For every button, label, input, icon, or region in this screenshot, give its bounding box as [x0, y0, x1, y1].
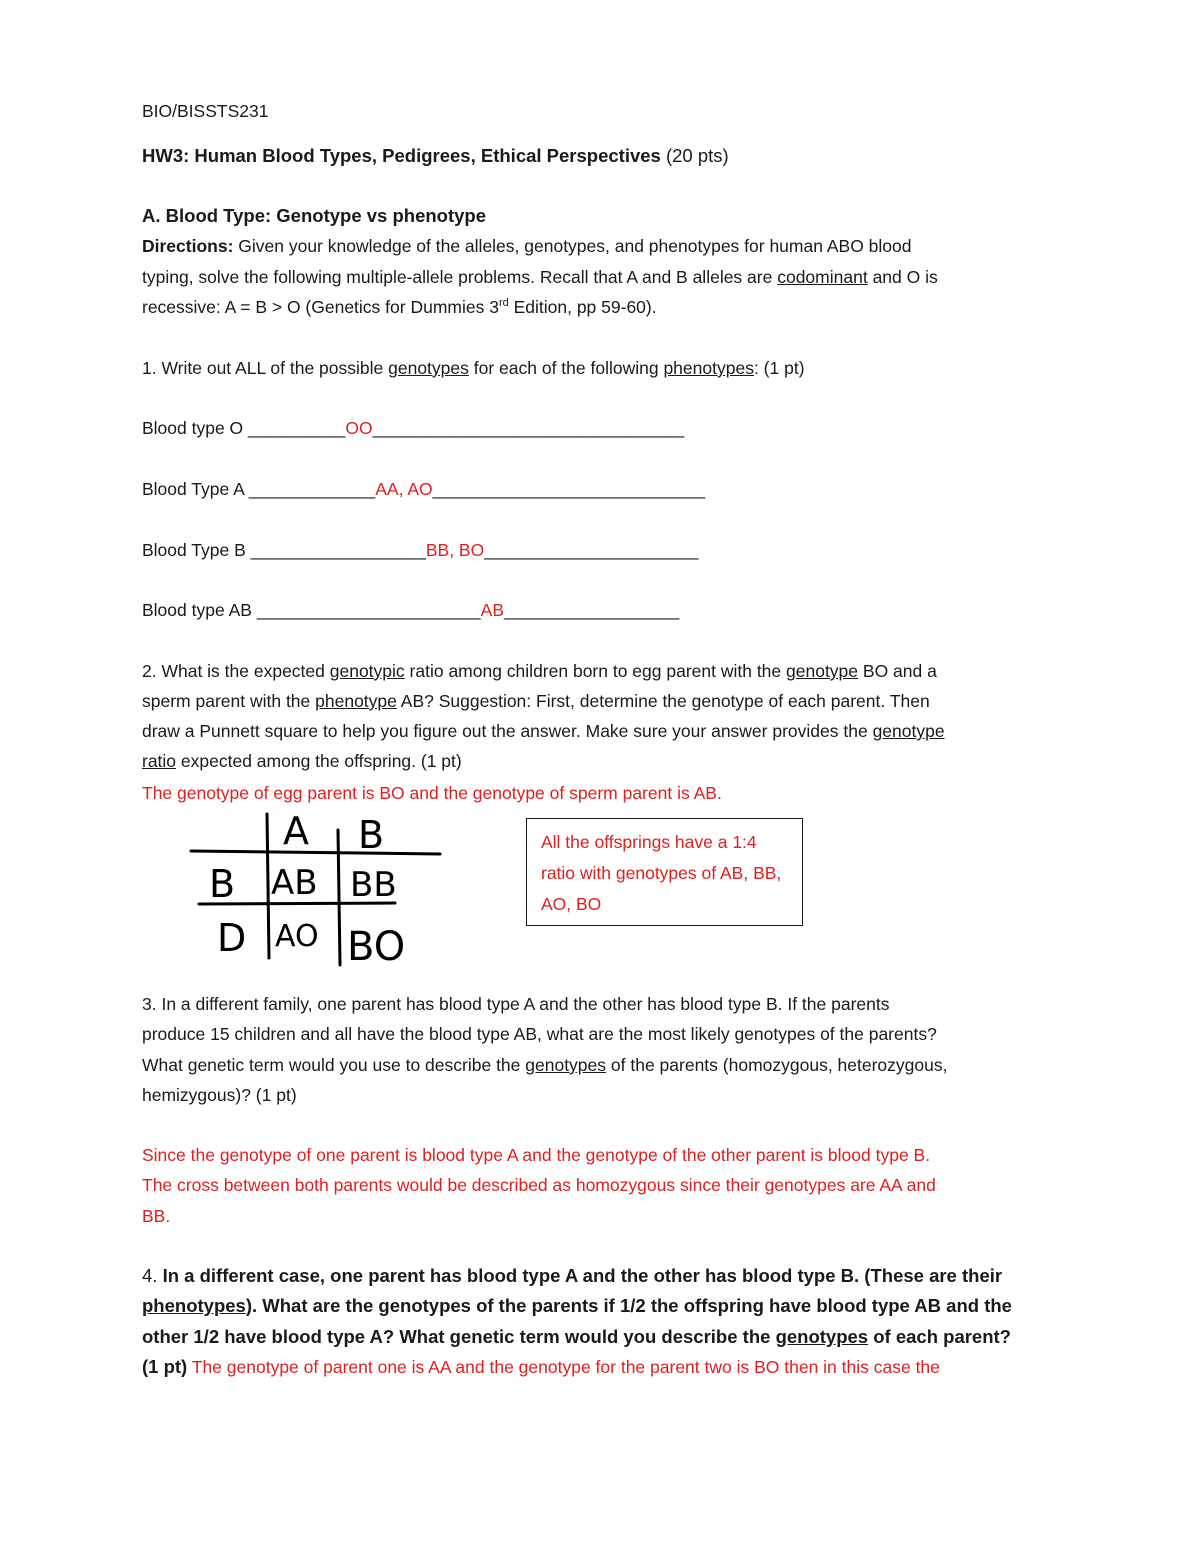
punnett-col-header: B: [358, 813, 385, 857]
q2-text: draw a Punnett square to help you figure out the answer. Make sure your answer provides the: [142, 721, 873, 741]
blood-row-label: Blood Type A: [142, 479, 249, 499]
punnett-cell: BB: [350, 865, 397, 905]
punnett-line: [267, 814, 269, 958]
question-4-line-2: [142, 1296, 1012, 1316]
answer-box: All the offsprings have a 1:4 ratio with genotypes of AB, BB, AO, BO: [526, 818, 803, 926]
q4-text: ). What are the genotypes of the parents if 1/2 the offspring have blood type AB and the: [245, 1295, 1012, 1316]
question-1: [142, 358, 805, 378]
superscript-rd: rd: [498, 297, 509, 309]
term-genotypic: genotypic: [329, 661, 405, 681]
directions-text: and O is: [867, 267, 938, 287]
blood-row-label: Blood type AB: [142, 600, 257, 620]
punnett-row-header: B: [209, 862, 236, 906]
blank-line: ____________________________: [432, 479, 706, 499]
blood-row-label: Blood type O: [142, 418, 249, 438]
q4-text: In a different case, one parent has blood type A and the other has blood type B. (These are their: [162, 1265, 1003, 1286]
q2-text: BO and a: [858, 661, 937, 681]
punnett-cell: AO: [275, 919, 319, 954]
question-3-answer-line-2: The cross between both parents would be described as homozygous since their genotypes are AA and: [142, 1175, 936, 1195]
term-codominant: codominant: [777, 267, 868, 287]
directions-line-3: [142, 297, 657, 317]
blank-line: _______________________: [256, 600, 481, 620]
title-points: (20 pts): [660, 145, 729, 166]
q3-text: of the parents (homozygous, heterozygous,: [606, 1055, 948, 1075]
punnett-line: [338, 830, 340, 965]
term-phenotypes: phenotypes: [142, 1295, 246, 1316]
q1-text: 1. Write out ALL of the possible: [142, 358, 389, 378]
q1-text: : (1 pt): [753, 358, 805, 378]
punnett-cell: BO: [347, 924, 406, 970]
question-3-answer-line-1: Since the genotype of one parent is blood type A and the genotype of the other parent is blood type B.: [142, 1145, 931, 1165]
term-genotypes: genotypes: [775, 1326, 869, 1347]
q2-text: 2. What is the expected: [142, 661, 330, 681]
question-2-line-2: [142, 691, 930, 711]
blood-row-answer: BB, BO: [425, 540, 485, 560]
directions-text: Edition, pp 59-60).: [508, 297, 657, 317]
question-4-answer: The genotype of parent one is AA and the genotype for the parent two is BO then in this case the: [187, 1357, 940, 1377]
term-genotype: genotype: [786, 661, 859, 681]
question-4-line-4: [142, 1357, 940, 1377]
term-genotype: genotype: [872, 721, 945, 741]
punnett-cell: AB: [271, 863, 318, 903]
directions-line-1: [142, 236, 912, 256]
question-2-answer: The genotype of egg parent is BO and the genotype of sperm parent is AB.: [142, 783, 722, 803]
question-3-line-2: produce 15 children and all have the blood type AB, what are the most likely genotypes of the parents?: [142, 1024, 937, 1044]
blank-line: __________________: [250, 540, 426, 560]
directions-label: Directions:: [142, 236, 234, 256]
term-phenotype: phenotype: [315, 691, 397, 711]
directions-text: Given your knowledge of the alleles, genotypes, and phenotypes for human ABO blood: [233, 236, 912, 256]
question-3-line-1: 3. In a different family, one parent has blood type A and the other has blood type B. If the parents: [142, 994, 890, 1014]
page-title: [142, 146, 729, 166]
question-2-line-3: [142, 721, 945, 741]
directions-text: recessive: A = B > O (Genetics for Dummies 3: [142, 297, 499, 317]
q4-text: other 1/2 have blood type A? What genetic term would you describe the: [142, 1326, 776, 1347]
blood-row-answer: AB: [480, 600, 505, 620]
blank-line: _____________: [248, 479, 376, 499]
blank-line: ________________________________: [372, 418, 685, 438]
question-2-line-1: [142, 661, 937, 681]
blank-line: __________________: [504, 600, 680, 620]
directions-text: typing, solve the following multiple-allele problems. Recall that A and B alleles are: [142, 267, 778, 287]
question-3-answer-line-3: BB.: [142, 1206, 171, 1226]
blank-line: __________: [248, 418, 346, 438]
punnett-col-header: A: [283, 809, 309, 853]
blood-row-ab: [142, 600, 679, 620]
blood-row-b: [142, 540, 698, 560]
term-ratio: ratio: [142, 751, 177, 771]
question-3-line-3: [142, 1055, 947, 1075]
q4-points: (1 pt): [142, 1356, 188, 1377]
question-3-line-4: hemizygous)? (1 pt): [142, 1085, 297, 1105]
blood-row-answer: AA, AO: [375, 479, 433, 499]
q4-text: of each parent?: [868, 1326, 1011, 1347]
course-code: BIO/BISSTS231: [142, 101, 269, 121]
q2-text: ratio among children born to egg parent with the: [404, 661, 787, 681]
q1-text: for each of the following: [468, 358, 664, 378]
punnett-line: [191, 851, 440, 854]
punnett-square-drawing: [185, 808, 455, 973]
section-a-heading: A. Blood Type: Genotype vs phenotype: [142, 205, 486, 226]
term-genotypes: genotypes: [388, 358, 469, 378]
question-2-line-4: [142, 751, 462, 771]
blood-row-label: Blood Type B: [142, 540, 251, 560]
q2-text: expected among the offspring. (1 pt): [176, 751, 462, 771]
blood-row-a: [142, 479, 705, 499]
blood-row-answer: OO: [345, 418, 373, 438]
punnett-row-header: D: [217, 916, 247, 960]
directions-line-2: [142, 267, 938, 287]
q4-number: 4.: [142, 1265, 163, 1286]
question-4-line-1: [142, 1266, 1002, 1286]
q3-text: What genetic term would you use to describe the: [142, 1055, 526, 1075]
q2-text: sperm parent with the: [142, 691, 316, 711]
title-main: HW3: Human Blood Types, Pedigrees, Ethical Perspectives: [142, 145, 661, 166]
question-4-line-3: [142, 1327, 1011, 1347]
term-phenotypes: phenotypes: [663, 358, 754, 378]
term-genotypes: genotypes: [525, 1055, 607, 1075]
q2-text: AB? Suggestion: First, determine the genotype of each parent. Then: [396, 691, 930, 711]
blood-row-o: [142, 418, 684, 438]
blank-line: ______________________: [484, 540, 699, 560]
